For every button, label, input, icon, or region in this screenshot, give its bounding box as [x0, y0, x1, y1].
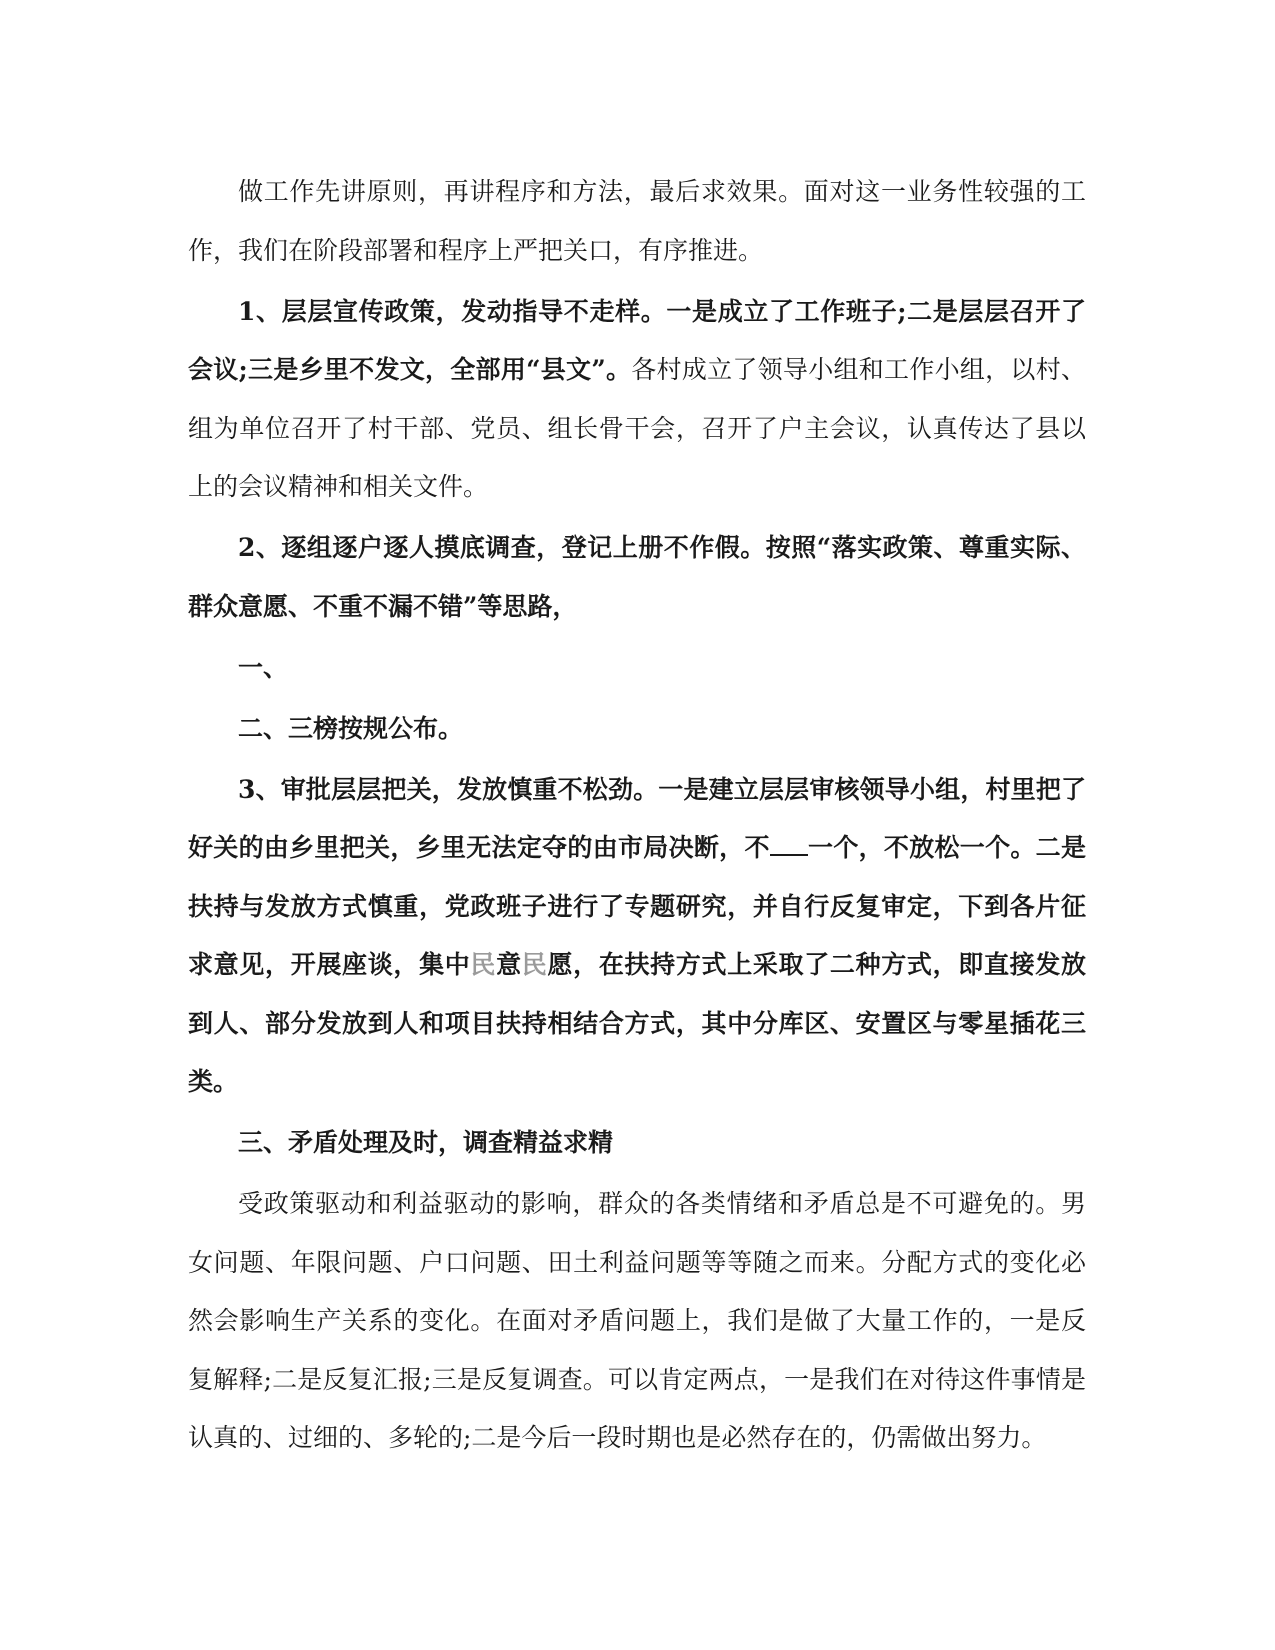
paragraph-1-bold: 1、层层宣传政策，发动指导不走样。一是成立了工作班子;二是层层召开了会议;三是乡里不发文，全部用“县文”。	[188, 296, 1086, 384]
faint-char-2: 民	[521, 950, 548, 979]
blank-underline	[770, 834, 808, 856]
paragraph-2: 2、逐组逐户逐人摸底调查，登记上册不作假。按照“落实政策、尊重实际、群众意愿、不重不漏不错”等思路，	[188, 533, 1086, 621]
paragraph-3-part-b: 一个，不放松一个。二是扶持与发放方式慎重，党政班子进行了专题研究，并自行反复审定，下到各片征求意见，开展座谈，集中	[188, 833, 1086, 979]
faint-char-1: 民	[470, 950, 497, 979]
item-one: 一、	[238, 652, 289, 682]
paragraph-3	[188, 761, 1086, 1112]
item-two: 二、三榜按规公布。	[238, 713, 464, 743]
paragraph-1	[188, 283, 1086, 517]
paragraph-3-part-d: 愿，在扶持方式上采取了二种方式，即直接发放到人、部分发放到人和项目扶持相结合方式，其中分库区、安置区与零星插花三类。	[188, 950, 1086, 1096]
paragraph-1-body: 各村成立了领导小组和工作小组，以村、组为单位召开了村干部、党员、组长骨干会，召开了户主会议，认真传达了县以上的会议精神和相关文件。	[188, 355, 1086, 501]
paragraph-intro: 做工作先讲原则，再讲程序和方法，最后求效果。面对这一业务性较强的工作，我们在阶段部署和程序上严把关口，有序推进。	[188, 177, 1086, 265]
paragraph-3-part-a: 3、审批层层把关，发放慎重不松劲。一是建立层层审核领导小组，村里把了好关的由乡里把关，乡里无法定夺的由市局决断，不	[188, 774, 1086, 862]
section-heading-three: 三、矛盾处理及时，调查精益求精	[238, 1128, 614, 1157]
paragraph-3-part-c: 意	[496, 950, 522, 979]
paragraph-4: 受政策驱动和利益驱动的影响，群众的各类情绪和矛盾总是不可避免的。男女问题、年限问题、户口问题、田土利益问题等等随之而来。分配方式的变化必然会影响生产关系的变化。在面对矛盾问题上，我们是做了大量工作的，一是反复解释;二是反复汇报;三是反复调查。可以肯定两点，一是我们在对待这件事情是认真的、过细的、多轮的;二是今后一段时期也是必然存在的，仍需做出努力。	[188, 1189, 1086, 1452]
document-body	[188, 163, 1086, 1470]
